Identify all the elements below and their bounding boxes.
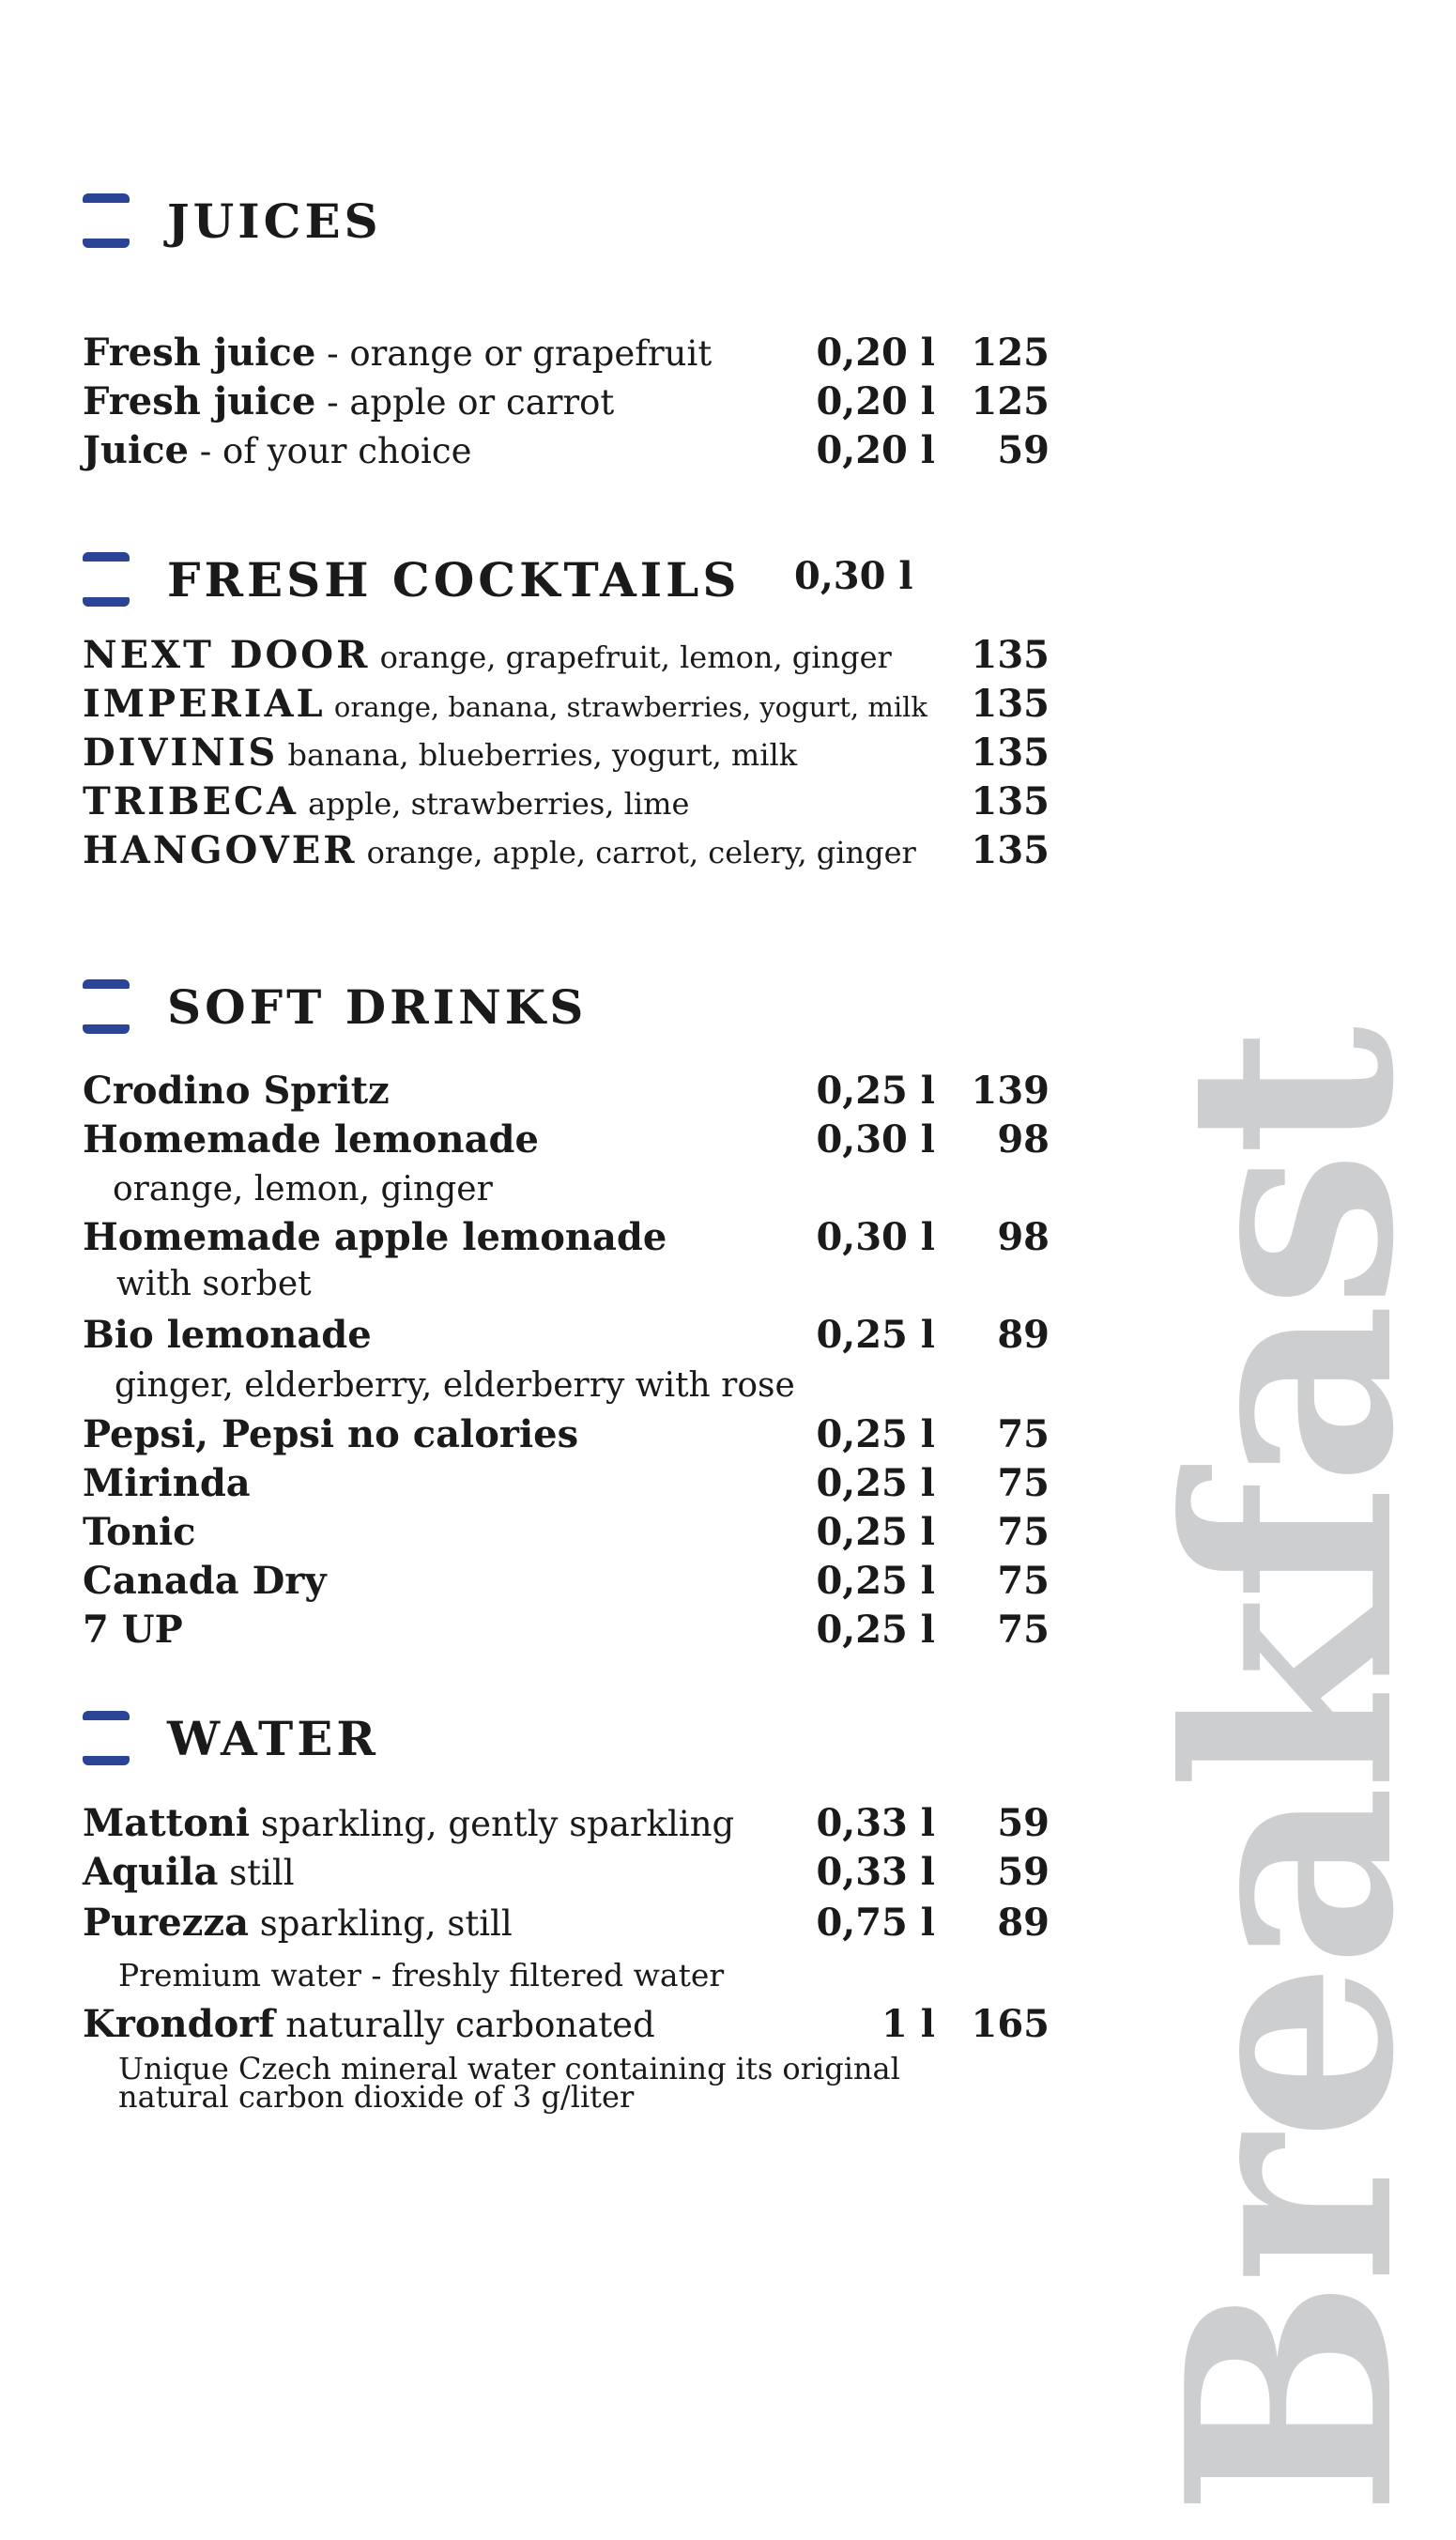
item-desc: orange, grapefruit, lemon, ginger	[370, 639, 892, 675]
menu-item	[83, 1899, 1050, 1947]
item-name: Homemade lemonade	[83, 1117, 539, 1162]
item-price: 75	[997, 1412, 1050, 1456]
item-name: Mattoni	[83, 1801, 251, 1845]
item-name: IMPERIAL	[83, 682, 326, 726]
item-price: 98	[997, 1215, 1050, 1259]
item-price: 125	[971, 331, 1050, 375]
menu-item	[83, 1410, 1050, 1459]
item-price: 75	[997, 1510, 1050, 1554]
item-name: Bio lemonade	[83, 1313, 372, 1357]
item-name: DIVINIS	[83, 731, 279, 775]
item-volume: 0,25 l	[816, 1313, 935, 1357]
item-volume: 1 l	[881, 2002, 935, 2046]
item-price: 75	[997, 1461, 1050, 1505]
menu-item	[83, 1213, 1050, 1262]
item-name: Pepsi, Pepsi no calories	[83, 1412, 579, 1456]
item-desc: - of your choice	[189, 431, 472, 471]
menu-item	[83, 1606, 1050, 1655]
item-volume: 0,33 l	[816, 1850, 935, 1894]
item-price: 139	[971, 1069, 1050, 1113]
item-volume: 0,30 l	[816, 1215, 935, 1259]
item-volume: 0,75 l	[816, 1901, 935, 1945]
menu-item	[83, 1067, 1050, 1116]
item-price: 89	[997, 1901, 1050, 1945]
menu-item	[83, 1459, 1050, 1508]
item-desc: banana, blueberries, yogurt, milk	[278, 737, 798, 773]
item-name: Fresh juice	[83, 331, 316, 375]
menu-item	[83, 1799, 1050, 1848]
item-note: Premium water - freshly filtered water	[118, 1957, 725, 1994]
item-desc: orange, apple, carrot, celery, ginger	[357, 835, 916, 870]
item-price: 135	[971, 731, 1050, 775]
item-price: 165	[971, 2002, 1050, 2046]
item-name: Purezza	[83, 1901, 250, 1945]
section-bracket-icon	[83, 1709, 130, 1767]
menu-item	[83, 329, 1050, 377]
item-volume: 0,25 l	[816, 1559, 935, 1603]
item-volume: 0,25 l	[816, 1461, 935, 1505]
item-price: 98	[997, 1117, 1050, 1162]
item-desc: sparkling, gently sparkling	[250, 1804, 735, 1844]
item-price: 135	[971, 633, 1050, 677]
item-volume: 0,20 l	[816, 379, 935, 423]
section-title: JUICES	[167, 192, 382, 249]
item-volume: 0,33 l	[816, 1801, 935, 1845]
item-price: 135	[971, 828, 1050, 872]
item-name: Krondorf	[83, 2002, 275, 2046]
item-volume: 0,20 l	[816, 331, 935, 375]
menu-item	[83, 1557, 1050, 1606]
breakfast-watermark: Breakfast	[1125, 1031, 1456, 2517]
item-price: 59	[997, 428, 1050, 472]
section-title: FRESH COCKTAILS	[167, 551, 741, 608]
item-price: 75	[997, 1608, 1050, 1652]
section-juices-header	[83, 188, 382, 254]
item-volume: 0,20 l	[816, 428, 935, 472]
menu-item	[83, 1508, 1050, 1557]
item-name: NEXT DOOR	[83, 633, 371, 677]
item-desc: sparkling, still	[249, 1903, 513, 1944]
item-price: 89	[997, 1313, 1050, 1357]
item-volume: 0,25 l	[816, 1608, 935, 1652]
item-desc: naturally carbonated	[274, 2005, 655, 2045]
item-name: TRIBECA	[83, 779, 299, 824]
item-note: natural carbon dioxide of 3 g/liter	[118, 2079, 635, 2115]
item-name: HANGOVER	[83, 828, 358, 872]
section-soft-header	[83, 974, 587, 1039]
section-bracket-icon	[83, 550, 130, 608]
section-cocktails-header	[83, 546, 740, 612]
section-bracket-icon	[83, 978, 130, 1036]
item-price: 125	[971, 379, 1050, 423]
section-volume: 0,30 l	[794, 554, 913, 598]
item-name: Aquila	[83, 1850, 219, 1894]
section-title: WATER	[167, 1710, 379, 1766]
item-volume: 0,25 l	[816, 1510, 935, 1554]
item-desc: - apple or carrot	[315, 382, 615, 423]
item-name: 7 UP	[83, 1608, 183, 1652]
menu-item	[83, 1311, 1050, 1360]
item-desc: still	[218, 1853, 295, 1893]
menu-item	[83, 426, 1050, 475]
item-desc: - orange or grapefruit	[315, 333, 713, 374]
menu-item	[83, 680, 1050, 729]
item-price: 75	[997, 1559, 1050, 1603]
menu-item	[83, 826, 1050, 875]
menu-item	[83, 2000, 1050, 2049]
item-volume: 0,25 l	[816, 1412, 935, 1456]
menu-item	[83, 1116, 1050, 1164]
item-note: with sorbet	[116, 1265, 312, 1303]
item-name: Fresh juice	[83, 379, 316, 423]
menu-item	[83, 729, 1050, 777]
item-volume: 0,30 l	[816, 1117, 935, 1162]
item-name: Crodino Spritz	[83, 1069, 390, 1113]
item-desc: orange, banana, strawberries, yogurt, milk	[325, 691, 927, 723]
item-name: Mirinda	[83, 1461, 251, 1505]
item-price: 135	[971, 682, 1050, 726]
menu-item	[83, 631, 1050, 680]
item-note: ginger, elderberry, elderberry with rose	[115, 1366, 795, 1405]
item-desc: apple, strawberries, lime	[298, 786, 690, 822]
item-name: Tonic	[83, 1510, 196, 1554]
section-title: SOFT DRINKS	[167, 978, 588, 1035]
item-note: Unique Czech mineral water containing its original	[118, 2051, 900, 2086]
section-bracket-icon	[83, 192, 130, 250]
item-price: 135	[971, 779, 1050, 824]
item-price: 59	[997, 1801, 1050, 1845]
item-name: Canada Dry	[83, 1559, 327, 1603]
item-volume: 0,25 l	[816, 1069, 935, 1113]
item-price: 59	[997, 1850, 1050, 1894]
item-name: Homemade apple lemonade	[83, 1215, 667, 1259]
item-note: orange, lemon, ginger	[113, 1170, 493, 1208]
menu-item	[83, 777, 1050, 826]
section-water-header	[83, 1705, 379, 1771]
menu-item	[83, 377, 1050, 426]
item-name: Juice	[83, 428, 190, 472]
menu-item	[83, 1848, 1050, 1897]
